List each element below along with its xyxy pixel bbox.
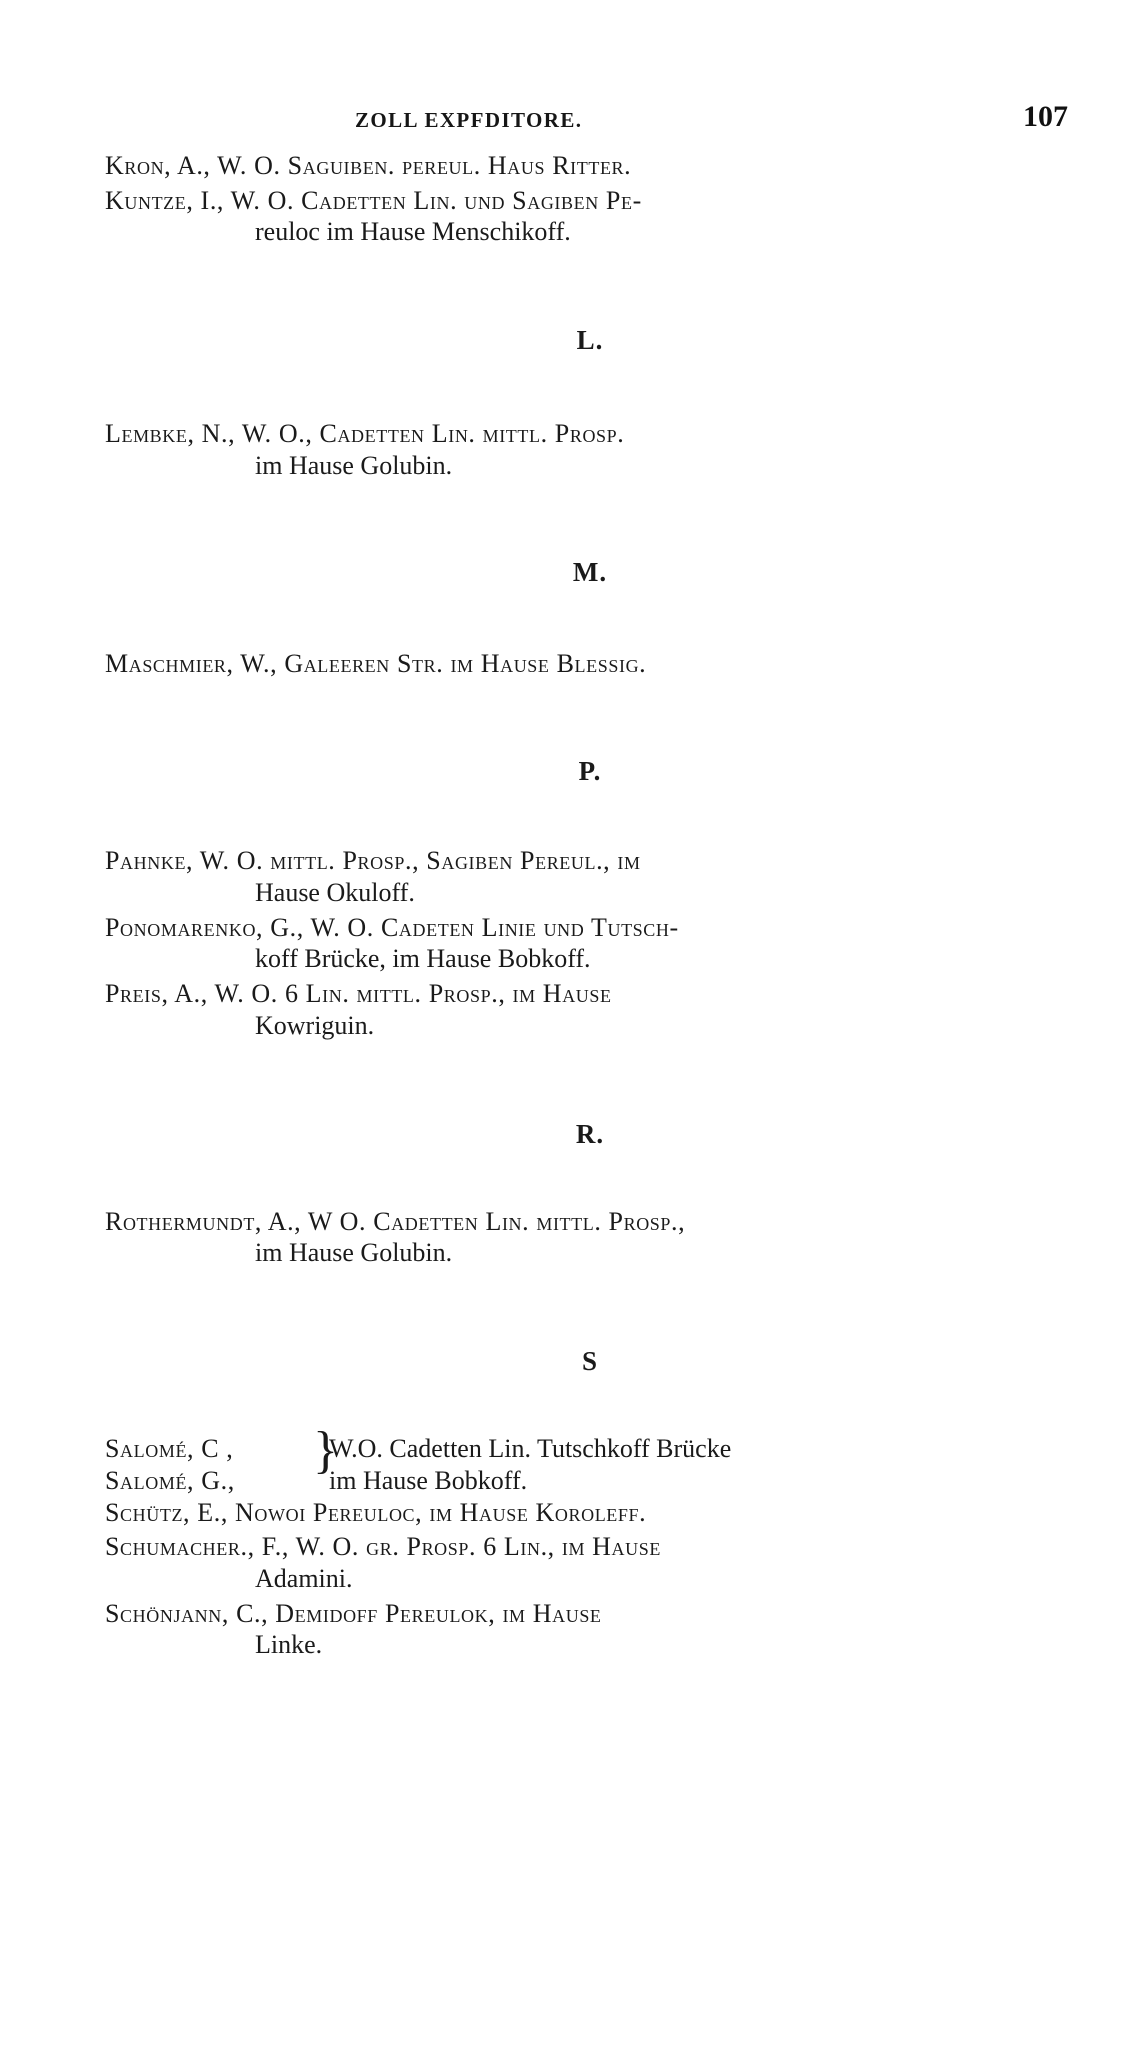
entry-line: Maschmier, W., Galeeren Str. im Hause Blessig. [105, 648, 647, 678]
section-heading-m: M. [572, 556, 608, 587]
entry-line: im Hause Bobkoff. [329, 1465, 528, 1495]
spacer [105, 1377, 1075, 1433]
entry-line: Salomé, G., [105, 1465, 235, 1495]
section-heading-l: L. [576, 325, 604, 356]
section-heading-r: R. [575, 1118, 605, 1149]
spacer [105, 251, 1075, 325]
entry-line: Salomé, C , [105, 1434, 234, 1464]
entry-line-cont: Adamini. [255, 1563, 353, 1593]
spacer [105, 1272, 1075, 1346]
spacer [105, 682, 1075, 756]
spacer [105, 485, 1075, 557]
entry-line: Schütz, E., Nowoi Pereuloc, im Hause Koroleff. [105, 1497, 647, 1527]
braced-names [105, 1433, 313, 1496]
spacer [105, 1150, 1075, 1206]
entry-line: Pahnke, W. O. mittl. Prosp., Sagiben Pereul., im [105, 846, 641, 876]
entry-line: Lembke, N., W. O., Cadetten Lin. mittl. Prosp. [105, 419, 625, 449]
list-item [105, 912, 1075, 975]
entry-line: W.O. Cadetten Lin. Tutschkoff Brücke [329, 1434, 732, 1464]
spacer [105, 356, 1075, 418]
list-item [105, 1598, 1075, 1661]
entry-line-cont: im Hause Golubin. [255, 450, 453, 480]
entry-line-cont: koff Brücke, im Hause Bobkoff. [255, 944, 591, 974]
list-item [105, 978, 1075, 1041]
section-heading-p: P. [578, 756, 602, 787]
section-heading-s: S [581, 1346, 599, 1377]
spacer [105, 1045, 1075, 1119]
entry-line: Schönjann, C., Demidoff Pereulok, im Hause [105, 1598, 602, 1628]
list-item [105, 845, 1075, 908]
braced-text [329, 1433, 1029, 1496]
spacer [105, 787, 1075, 845]
entry-line: Schumacher., F., W. O. gr. Prosp. 6 Lin., im Hause [105, 1532, 661, 1562]
list-item [105, 185, 1075, 248]
entry-line-cont: Kowriguin. [255, 1010, 375, 1040]
entry-line: Kron, A., W. O. Saguiben. pereul. Haus Ritter. [105, 151, 632, 180]
running-head [0, 100, 1140, 150]
brace-icon: } [313, 1422, 338, 1480]
entry-line: Kuntze, I., W. O. Cadetten Lin. und Sagiben Pe- [105, 185, 642, 215]
entry-line: Ponomarenko, G., W. O. Cadeten Linie und Tutsch- [105, 912, 679, 942]
list-item [105, 1531, 1075, 1594]
entry-line-cont: Hause Okuloff. [255, 878, 415, 908]
list-item [105, 418, 1075, 481]
body-text [65, 150, 1075, 1661]
entry-line-cont: Linke. [255, 1630, 323, 1660]
entry-line-cont: reuloc im Hause Menschikoff. [255, 217, 571, 247]
list-item [105, 1497, 1075, 1529]
list-item [105, 1206, 1075, 1269]
list-item [105, 648, 1075, 680]
running-title: ZOLL EXPFDITORE. [355, 108, 583, 132]
entry-line: Rothermundt, A., W O. Cadetten Lin. mittl. Prosp., [105, 1206, 686, 1236]
spacer [105, 588, 1075, 648]
entry-line-cont: im Hause Golubin. [255, 1238, 453, 1268]
list-item [105, 150, 1075, 182]
page-number: 107 [1023, 100, 1068, 133]
entry-line: Preis, A., W. O. 6 Lin. mittl. Prosp., im Hause [105, 979, 612, 1009]
list-item-braced [105, 1422, 1075, 1496]
